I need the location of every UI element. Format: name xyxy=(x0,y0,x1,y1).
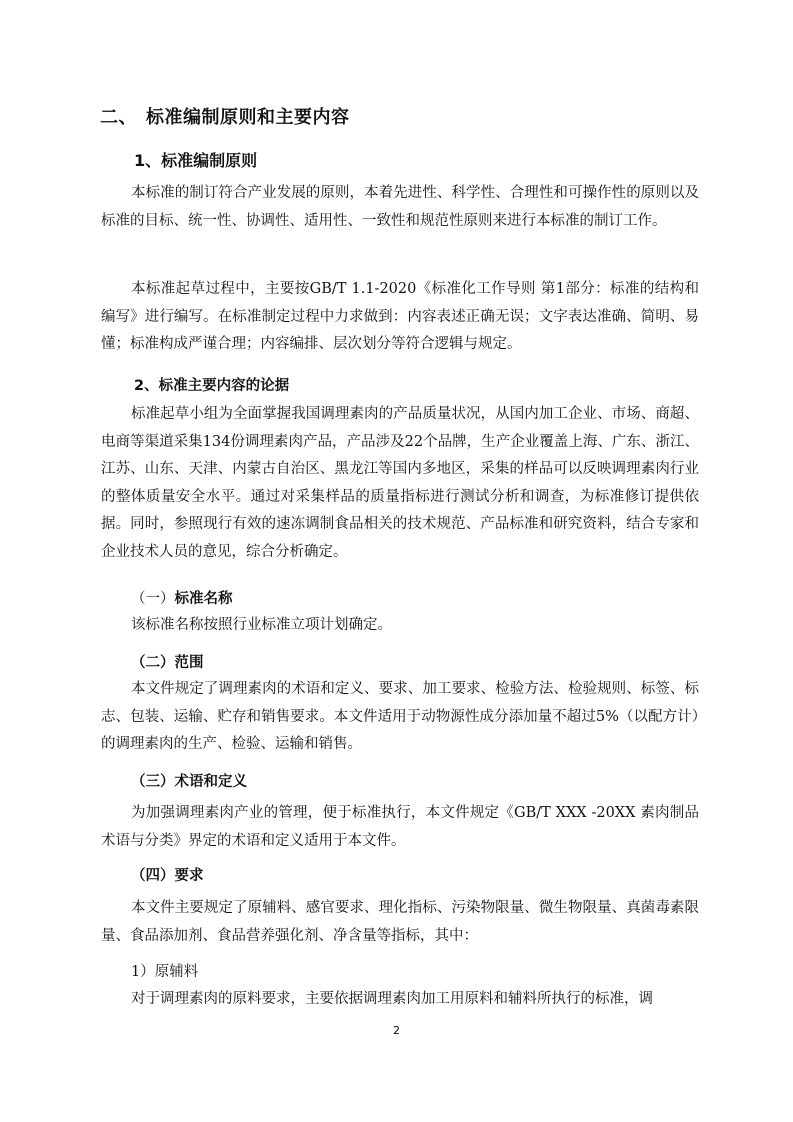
item-title: 范围 xyxy=(174,655,204,671)
paragraph-principles: 本标准的制订符合产业发展的原则，本着先进性、科学性、合理性和可操作性的原则以及标准的目标、统一性、协调性、适用性、一致性和规范性原则来进行本标准的制订工作。 xyxy=(101,185,699,229)
item-label: （二） xyxy=(131,655,175,671)
item-heading-terms xyxy=(131,770,247,791)
item-title: 标准名称 xyxy=(174,591,233,607)
item-label: （四） xyxy=(131,868,175,884)
item-title: 要求 xyxy=(174,868,204,884)
list-item-raw-materials: 1）原辅料 xyxy=(131,964,199,980)
paragraph-requirements: 本文件主要规定了原辅料、感官要求、理化指标、污染物限量、微生物限量、真菌毒素限量、食品添加剂、食品营养强化剂、净含量等指标，其中： xyxy=(101,900,699,944)
paragraph-terms: 为加强调理素肉产业的管理，便于标准执行，本文件规定《GB/T XXX -20XX 素肉制品术语与分类》界定的术语和定义适用于本文件。 xyxy=(101,805,699,849)
paragraph-standard-name: 该标准名称按照行业标准立项计划确定。 xyxy=(131,617,392,633)
section-number: 二、 xyxy=(100,107,137,128)
subsection-heading-2: 2、标准主要内容的论据 xyxy=(134,378,290,394)
page-number: 2 xyxy=(393,1024,400,1037)
paragraph-raw-materials: 对于调理素肉的原料要求，主要依据调理素肉加工用原料和辅料所执行的标准，调 xyxy=(131,991,653,1007)
item-heading-standard-name xyxy=(131,587,233,608)
item-title: 术语和定义 xyxy=(174,774,247,790)
item-label: （一） xyxy=(131,591,175,607)
item-label: （三） xyxy=(131,774,175,790)
section-heading xyxy=(100,103,350,129)
paragraph-drafting-process: 本标准起草过程中，主要按GB/T 1.1-2020《标准化工作导则 第1部分：标准的结构和编写》进行编写。在标准制定过程中力求做到：内容表述正确无误；文字表达准确、简明、易懂；标准构成严谨合理；内容编排、层次划分等符合逻辑与规定。 xyxy=(101,281,699,353)
paragraph-basis: 标准起草小组为全面掌握我国调理素肉的产品质量状况，从国内加工企业、市场、商超、电商等渠道采集134份调理素肉产品，产品涉及22个品牌，生产企业覆盖上海、广东、浙江、江苏、山东、天津、内蒙古自治区、黑龙江等国内多地区，采集的样品可以反映调理素肉行业的整体质量安全水平。通过对采集样品的质量指标进行测试分析和调查，为标准修订提供依据。同时，参照现行有效的速冻调制食品相关的技术规范、产品标准和研究资料，结合专家和企业技术人员的意见，综合分析确定。 xyxy=(101,406,699,560)
item-heading-requirements xyxy=(131,864,204,885)
paragraph-scope: 本文件规定了调理素肉的术语和定义、要求、加工要求、检验方法、检验规则、标签、标志、包装、运输、贮存和销售要求。本文件适用于动物源性成分添加量不超过5%（以配方计）的调理素肉的生产、检验、运输和销售。 xyxy=(101,681,699,753)
subsection-heading-1: 1、标准编制原则 xyxy=(134,151,258,170)
item-heading-scope xyxy=(131,651,204,672)
section-title: 标准编制原则和主要内容 xyxy=(146,107,350,128)
